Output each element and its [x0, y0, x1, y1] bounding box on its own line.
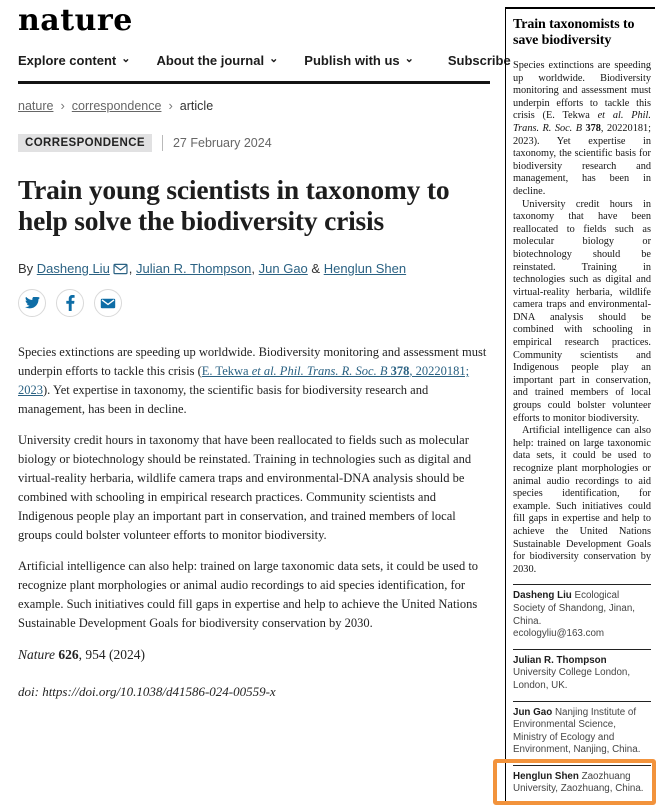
article-title: Train young scientists in taxonomy to help solve the biodiversity crisis — [18, 174, 450, 236]
sidebar-paragraph: University credit hours in taxonomy that have been reallocated to fields such as molecular biology or biotechnology should be reinstated. Training in technologies such as digital and virtual-reality herbaria, wildlife camera traps and environmental-DNA analysis should be combined with schooling in empirical research practices. Community scientists and Indigenous people play an important part in conservation, and trained members of local groups could bolster volunteer efforts to monitor biodiversity. — [513, 198, 651, 424]
nav-label: Publish with us — [304, 52, 400, 68]
email-icon — [100, 297, 116, 310]
byline — [18, 261, 490, 276]
affiliation-divider — [513, 649, 651, 650]
affiliation-author-name: Henglun Shen — [513, 770, 579, 782]
affiliation-jun-gao — [513, 701, 651, 757]
facebook-icon — [66, 295, 75, 311]
paragraph: University credit hours in taxonomy that have been reallocated to fields such as molecular biology or biotechnology should be reinstated. Training in technologies such as digital and virtual-reality herbaria, wildlife camera traps and environmental-DNA analysis should be combined with schooling in empirical research practices. Community scientists and Indigenous people play an important part in conservation, and trained members of local groups could bolster volunteer efforts to monitor biodiversity. — [18, 433, 472, 542]
byline-separator: , — [251, 261, 259, 276]
byline-separator: , — [128, 261, 137, 276]
nav-explore-content[interactable] — [18, 53, 130, 68]
breadcrumb-current-article: article — [179, 98, 214, 113]
breadcrumb-separator: › — [168, 98, 173, 113]
sidebar-title: Train taxonomists to save biodiversity — [513, 17, 635, 48]
sidebar-paragraph: Species extinctions are speeding up worldwide. Biodiversity monitoring and assessment must underpin efforts to tackle this crisis (E. Tekwa et al. Phil. Trans. R. Soc. B 378, 20220181; 2023). Yet expertise in taxonomy, the scientific basis for biodiversity research and management, has been in decline. — [513, 60, 651, 197]
nav-label: About the journal — [156, 52, 265, 68]
chevron-down-icon: ⌄ — [269, 53, 279, 65]
affiliation-divider — [513, 584, 651, 585]
affiliation-text: Zaozhuang University, Zaozhuang, China. — [513, 770, 644, 795]
breadcrumb-link-nature[interactable]: nature — [18, 98, 54, 113]
main-column — [18, 3, 511, 700]
doi: doi: https://doi.org/10.1038/d41586-024-00559-x — [18, 684, 276, 699]
article-meta — [18, 134, 490, 152]
share-buttons — [18, 289, 490, 317]
author-link-dasheng-liu[interactable]: Dasheng Liu — [36, 261, 110, 276]
breadcrumb — [18, 98, 490, 113]
header-rule — [18, 81, 490, 84]
byline-separator: & — [307, 261, 324, 276]
share-facebook-button[interactable] — [56, 289, 84, 317]
affiliation-julian-thompson — [513, 649, 651, 693]
share-email-button[interactable] — [94, 289, 122, 317]
twitter-icon — [25, 297, 40, 310]
author-link-henglun-shen[interactable]: Henglun Shen — [323, 261, 407, 276]
affiliation-divider — [513, 765, 651, 766]
paragraph: Species extinctions are speeding up worldwide. Biodiversity monitoring and assessment must underpin efforts to tackle this crisis (E. Tekwa et al. Phil. Trans. R. Soc. B 378, 20220181; 2023). Yet expertise in taxonomy, the scientific basis for biodiversity research and management, has been in decline. — [18, 345, 487, 416]
sidebar-paragraph: Artificial intelligence can also help: trained on large taxonomic data sets, it could be used to recognize plant morphologies or animal audio recordings to aid species identification, for example. Such initiatives could fill gaps in expertise and help to achieve the United Nations Sustainable Development Goals for biodiversity conservation by 2030. — [513, 425, 651, 575]
affiliation-author-name: Julian R. Thompson — [513, 654, 607, 666]
affiliation-text: University College London, London, UK. — [513, 667, 631, 691]
byline-prefix: By — [18, 261, 37, 276]
share-twitter-button[interactable] — [18, 289, 46, 317]
affiliation-author-name: Dasheng Liu — [513, 590, 572, 602]
meta-divider — [162, 135, 163, 151]
nav-label: Subscribe — [447, 52, 511, 68]
affiliation-email: ecologyliu@163.com — [513, 628, 605, 640]
paragraph: Artificial intelligence can also help: trained on large taxonomic data sets, it could be used to recognize plant morphologies or animal audio recordings to aid species identification, for example. Such initiatives could fill gaps in expertise and help to achieve the United Nations Sustainable Development Goals for biodiversity conservation by 2030. — [18, 559, 479, 630]
affiliation-text: Ecological Society of Shandong, Jinan, China. — [513, 590, 636, 627]
chevron-down-icon: ⌄ — [404, 53, 414, 65]
nav-subscribe[interactable] — [448, 53, 511, 68]
citation: Nature 626, 954 (2024) — [18, 647, 145, 662]
author-link-jun-gao[interactable]: Jun Gao — [258, 261, 308, 276]
affiliation-author-name: Jun Gao — [513, 706, 553, 718]
breadcrumb-link-correspondence[interactable]: correspondence — [71, 98, 162, 113]
breadcrumb-separator: › — [60, 98, 65, 113]
print-sidebar — [505, 7, 655, 802]
affiliation-henglun-shen — [513, 765, 651, 796]
category-badge: CORRESPONDENCE — [18, 134, 152, 152]
email-author-icon[interactable] — [113, 263, 128, 275]
chevron-down-icon: ⌄ — [121, 53, 131, 65]
nav-publish-with-us[interactable] — [304, 53, 414, 68]
affiliation-divider — [513, 701, 651, 702]
publish-date: 27 February 2024 — [172, 136, 272, 150]
main-nav — [18, 49, 511, 71]
author-link-julian-thompson[interactable]: Julian R. Thompson — [136, 261, 252, 276]
affiliation-dasheng-liu — [513, 584, 651, 640]
nav-label: Explore content — [18, 52, 117, 68]
nature-logo[interactable]: nature — [18, 3, 133, 38]
affiliation-text: Nanjing Institute of Environmental Science, Ministry of Ecology and Environment, Nanjing, China. — [513, 706, 641, 756]
nav-about-the-journal[interactable] — [156, 53, 278, 68]
